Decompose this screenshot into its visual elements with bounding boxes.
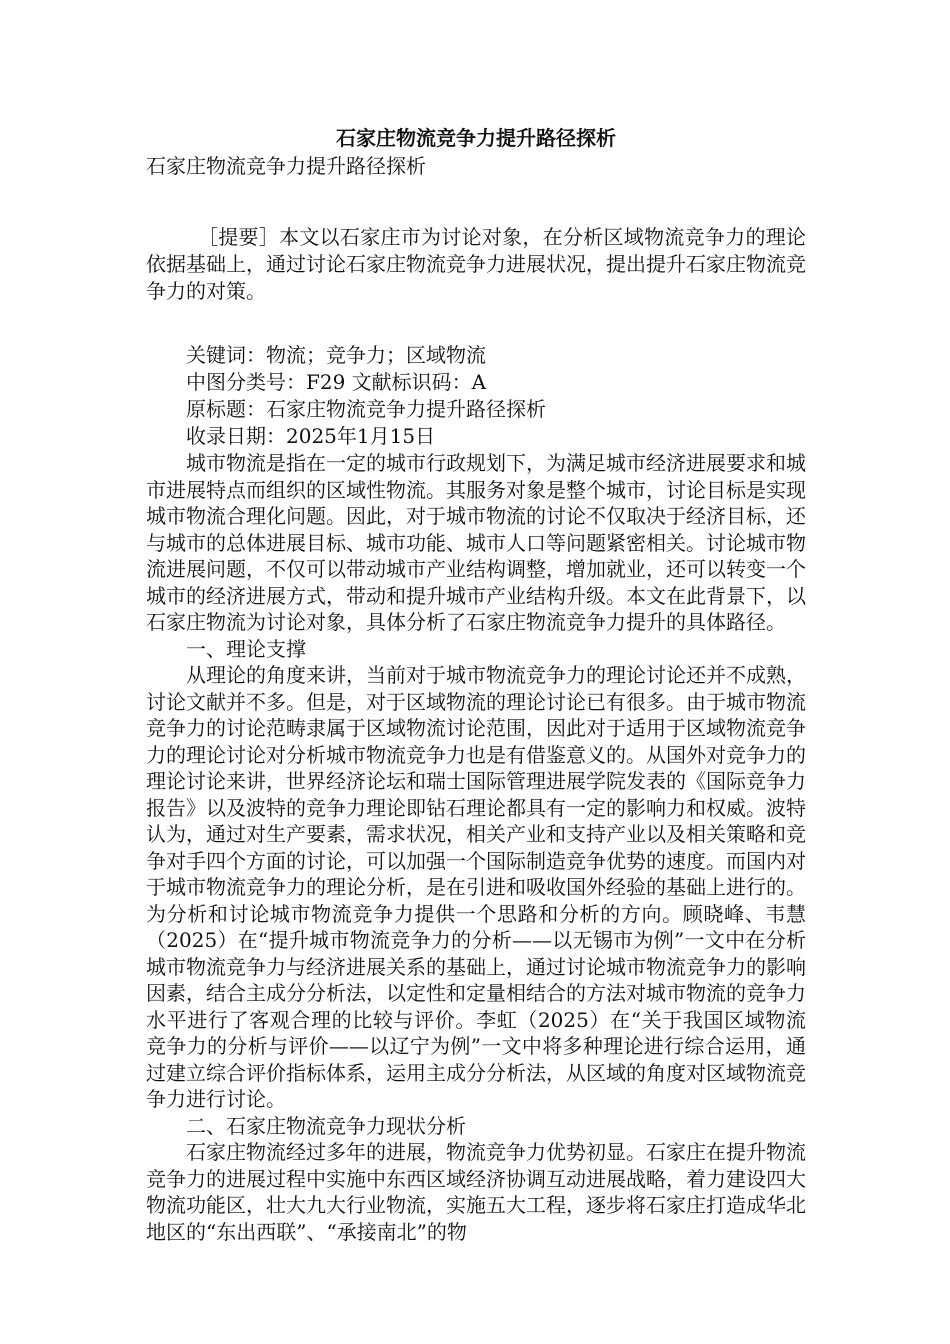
theory-paragraph: 从理论的角度来讲，当前对于城市物流竞争力的理论讨论还并不成熟，讨论文献并不多。但是，对于区域物流的理论讨论已有很多。由于城市物流竞争力的讨论范畴隶属于区域物流讨论范围，因此对于适用于区域物流竞争力的理论讨论对分析城市物流竞争力也是有借鉴意义的。从国外对竞争力的理论讨论来讲，世界经济论坛和瑞士国际管理进展学院发表的《国际竞争力报告》以及波特的竞争力理论即钻石理论都具有一定的影响力和权威。波特认为，通过对生产要素，需求状况，相关产业和支持产业以及相关策略和竞争对手四个方面的讨论，可以加强一个国际制造竞争优势的速度。而国内对于城市物流竞争力的理论分析，是在引进和吸收国外经验的基础上进行的。为分析和讨论城市物流竞争力提供一个思路和分析的方向。顾晓峰、韦慧（2025）在“提升城市物流竞争力的分析——以无锡市为例”一文中在分析城市物流竞争力与经济进展关系的基础上，通过讨论城市物流竞争力的影响因素，结合主成分分析法，以定性和定量相结合的方法对城市物流的竞争力水平进行了客观合理的比较与评价。李虹（2025）在“关于我国区域物流竞争力的分析与评价——以辽宁为例”一文中将多种理论进行综合运用，通过建立综合评价指标体系，运用主成分分析法，从区域的角度对区域物流竞争力进行讨论。 xyxy=(146,663,806,1111)
keywords-line: 关键词：物流；竞争力；区域物流 xyxy=(186,343,486,367)
classification-line: 中图分类号：F29 文献标识码：A xyxy=(186,370,487,394)
metadata-block xyxy=(146,342,806,450)
original-title-line: 原标题：石家庄物流竞争力提升路径探析 xyxy=(186,397,546,421)
document-title: 石家庄物流竞争力提升路径探析 xyxy=(336,126,616,150)
section-heading-status: 二、石家庄物流竞争力现状分析 xyxy=(186,1113,466,1138)
document-subtitle: 石家庄物流竞争力提升路径探析 xyxy=(146,154,426,178)
section-heading-theory: 一、理论支撑 xyxy=(186,636,306,661)
abstract-paragraph: ［提要］本文以石家庄市为讨论对象，在分析区域物流竞争力的理论依据基础上，通过讨论石家庄物流竞争力进展状况，提出提升石家庄物流竞争力的对策。 xyxy=(146,225,806,303)
document-page xyxy=(146,124,806,1245)
intro-paragraph: 城市物流是指在一定的城市行政规划下，为满足城市经济进展要求和城市进展特点而组织的区域性物流。其服务对象是整个城市，讨论目标是实现城市物流合理化问题。因此，对于城市物流的讨论不仅取决于经济目标，还与城市的总体进展目标、城市功能、城市人口等问题紧密相关。讨论城市物流进展问题，不仅可以带动城市产业结构调整，增加就业，还可以转变一个城市的经济进展方式，带动和提升城市产业结构升级。本文在此背景下，以石家庄物流为讨论对象，具体分析了石家庄物流竞争力提升的具体路径。 xyxy=(146,451,806,634)
status-paragraph: 石家庄物流经过多年的进展，物流竞争力优势初显。石家庄在提升物流竞争力的进展过程中实施中东西区域经济协调互动进展战略，着力建设四大物流功能区，壮大九大行业物流，实施五大工程，逐步将石家庄打造成华北地区的“东出西联”、“承接南北”的物 xyxy=(146,1140,806,1244)
received-date-line: 收录日期：2025年1月15日 xyxy=(186,424,436,448)
